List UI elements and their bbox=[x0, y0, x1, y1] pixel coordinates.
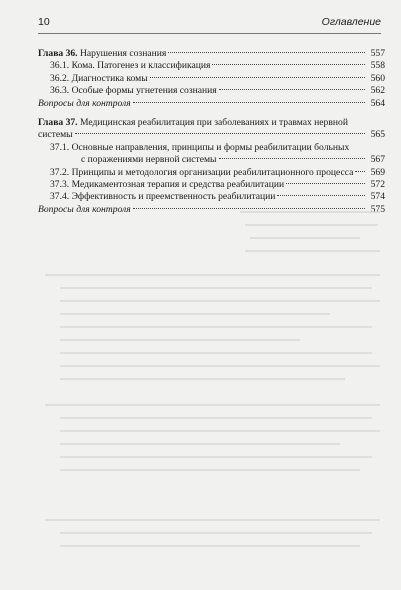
dot-leader bbox=[355, 171, 365, 172]
dot-leader bbox=[219, 158, 366, 159]
chapter-36-heading[interactable] bbox=[38, 48, 385, 60]
chapter-37-title-line2: системы bbox=[38, 129, 73, 141]
toc-entry-37-questions[interactable] bbox=[38, 204, 385, 216]
toc-entry-text-line1: 37.1. Основные направления, принципы и формы реабилитации больных bbox=[50, 141, 350, 153]
page-number: 10 bbox=[38, 16, 50, 28]
toc-entry-page: 562 bbox=[370, 85, 385, 97]
toc-entry-text: 37.3. Медикаментозная терапия и средства реабилитации bbox=[50, 179, 285, 191]
dot-leader bbox=[212, 64, 365, 65]
dot-leader bbox=[150, 77, 365, 78]
toc-entry-36-3[interactable] bbox=[38, 85, 385, 97]
toc-entry-page: 569 bbox=[370, 166, 385, 178]
toc-entry-37-3[interactable] bbox=[38, 179, 385, 191]
toc-entry-37-1[interactable] bbox=[38, 142, 385, 167]
toc-chapter-36 bbox=[38, 48, 385, 110]
toc-entry-page: 560 bbox=[370, 72, 385, 84]
toc-entry-page: 574 bbox=[370, 191, 385, 203]
chapter-37-label: Глава 37. bbox=[38, 117, 78, 128]
toc-entry-37-2[interactable] bbox=[38, 167, 385, 179]
dot-leader bbox=[133, 102, 365, 103]
chapter-37-heading[interactable] bbox=[38, 117, 385, 142]
toc-entry-text: 37.2. Принципы и методология организации реабилитационного процесса bbox=[50, 166, 354, 178]
chapter-36-title: Нарушения сознания bbox=[79, 48, 167, 59]
header-divider bbox=[38, 33, 381, 34]
toc-entry-page: 572 bbox=[370, 179, 385, 191]
toc-entry-page: 575 bbox=[370, 203, 385, 215]
toc-entry-text: 37.4. Эффективность и преемственность реабилитации bbox=[50, 191, 276, 203]
chapter-37-page: 565 bbox=[370, 129, 385, 141]
page-header bbox=[38, 16, 381, 32]
chapter-36-page: 557 bbox=[370, 48, 385, 59]
toc-entry-page: 564 bbox=[370, 97, 385, 109]
toc-entry-text: Вопросы для контроля bbox=[38, 203, 131, 215]
toc-entry-text: 36.1. Кома. Патогенез и классификация bbox=[50, 60, 211, 72]
dot-leader bbox=[133, 208, 365, 209]
chapter-37-title-line1: Медицинская реабилитация при заболеваниях и травмах нервной bbox=[79, 117, 348, 128]
toc-entry-37-4[interactable] bbox=[38, 191, 385, 203]
dot-leader bbox=[75, 133, 365, 134]
dot-leader bbox=[168, 52, 365, 53]
toc-entry-36-questions[interactable] bbox=[38, 98, 385, 110]
toc-entry-text: 36.2. Диагностика комы bbox=[50, 72, 148, 84]
toc-entry-page: 558 bbox=[370, 60, 385, 72]
toc-chapter-37 bbox=[38, 117, 385, 216]
toc-entry-text-line2: с поражениями нервной системы bbox=[81, 154, 217, 166]
chapter-36-label: Глава 36. bbox=[38, 48, 78, 59]
toc-entry-text: Вопросы для контроля bbox=[38, 97, 131, 109]
toc-entry-36-1[interactable] bbox=[38, 60, 385, 72]
toc-entry-text: 36.3. Особые формы угнетения сознания bbox=[50, 85, 217, 97]
dot-leader bbox=[277, 195, 365, 196]
section-title: Оглавление bbox=[321, 16, 381, 28]
dot-leader bbox=[286, 183, 365, 184]
dot-leader bbox=[219, 89, 365, 90]
toc-entry-36-2[interactable] bbox=[38, 73, 385, 85]
toc-entry-page: 567 bbox=[370, 154, 385, 166]
